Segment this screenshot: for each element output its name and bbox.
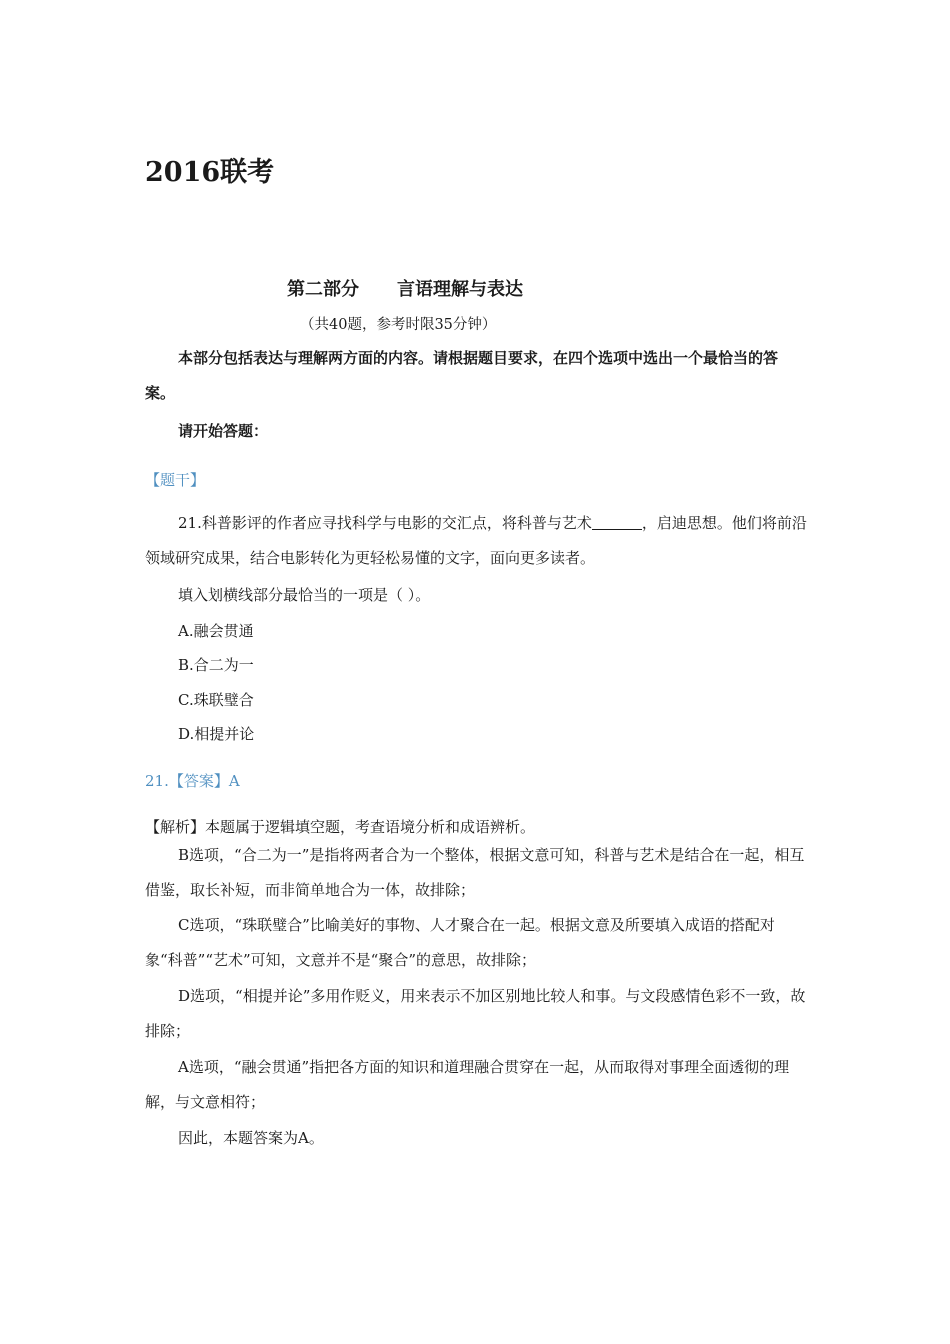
page-title: 2016联考 bbox=[145, 157, 275, 188]
analysis-intro: 【解析】本题属于逻辑填空题，考查语境分析和成语辨析。 bbox=[145, 818, 536, 836]
option-b: B.合二为一 bbox=[178, 656, 254, 674]
section-note: （共40题，参考时限35分钟） bbox=[300, 317, 497, 333]
explanation-c: C选项，“珠联璧合”比喻美好的事物、人才聚合在一起。根据文意及所要填入成语的搭配对象“科普”“艺术”可知，文意并不是“聚合”的意思，故排除； bbox=[145, 916, 775, 969]
section-instruction: 本部分包括表达与理解两方面的内容。请根据题目要求，在四个选项中选出一个最恰当的答案。 bbox=[145, 349, 779, 402]
question-text bbox=[145, 506, 807, 576]
explanation-d: D选项，“相提并论”多用作贬义，用来表示不加区别地比较人和事。与文段感情色彩不一致，故排除； bbox=[145, 987, 806, 1040]
section-part: 第二部分 bbox=[287, 279, 359, 300]
answer-conclusion: 因此，本题答案为A。 bbox=[178, 1129, 324, 1147]
option-d: D.相提并论 bbox=[178, 725, 255, 743]
explanation-a: A选项，“融会贯通”指把各方面的知识和道理融合贯穿在一起，从而取得对事理全面透彻的理解，与文意相符； bbox=[145, 1058, 790, 1111]
question-text-after: ，启迪思想。他们将前沿领域研究成果，结合电影转化为更轻松易懂的文字，面向更多读者。 bbox=[145, 514, 807, 567]
section-heading bbox=[287, 275, 523, 301]
option-a: A.融会贯通 bbox=[178, 622, 254, 640]
question-stem-tag: 【题干】 bbox=[145, 471, 206, 489]
option-c: C.珠联璧合 bbox=[178, 691, 254, 709]
answer-tag: 21.【答案】A bbox=[145, 772, 240, 790]
explanation-b: B选项，“合二为一”是指将两者合为一个整体，根据文意可知，科普与艺术是结合在一起，相互借鉴，取长补短，而非简单地合为一体，故排除； bbox=[145, 846, 805, 899]
question-text-before: 21.科普影评的作者应寻找科学与电影的交汇点，将科普与艺术 bbox=[178, 514, 592, 532]
answer-blank bbox=[592, 513, 642, 530]
section-name: 言语理解与表达 bbox=[397, 279, 523, 300]
start-prompt: 请开始答题： bbox=[178, 422, 269, 440]
question-prompt: 填入划横线部分最恰当的一项是（ ）。 bbox=[178, 586, 431, 604]
